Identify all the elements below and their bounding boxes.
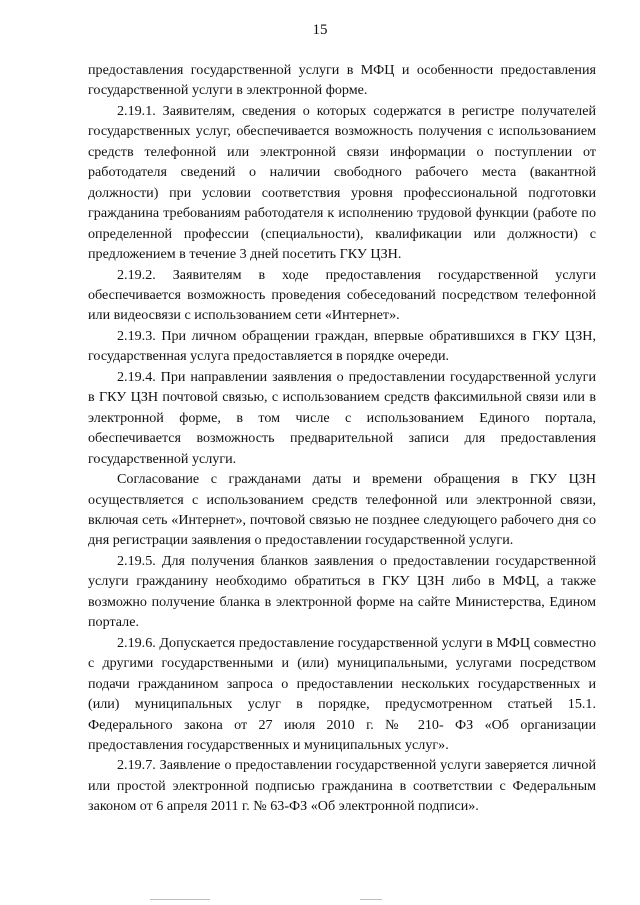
document-body [88, 60, 596, 817]
page-number: 15 [312, 22, 328, 38]
paragraph-2-19-7: 2.19.7. Заявление о предоставлении государственной услуги заверяется личной или простой электронной подписью гражданина в соответствии с Федеральным законом от 6 апреля 2011 г. № 63-ФЗ «Об электронной подписи». [88, 757, 596, 815]
paragraph-2-19-6: 2.19.6. Допускается предоставление государственной услуги в МФЦ совместно с другими государственными и (или) муниципальными, услугами посредством подачи гражданином запроса о предоставлении нескольких государственных и (или) муниципальных услуг в порядке, предусмотренном статьей 15.1. Федерального закона от 27 июля 2010 г. № 210- ФЗ «Об организации предоставления государственных и муниципальных услуг». [88, 634, 596, 753]
paragraph-2-19-3: 2.19.3. При личном обращении граждан, впервые обратившихся в ГКУ ЦЗН, государственная услуга предоставляется в порядке очереди. [88, 327, 596, 365]
paragraph-agreement: Согласование с гражданами даты и времени обращения в ГКУ ЦЗН осуществляется с использованием средств телефонной или электронной связи, включая сеть «Интернет», почтовой связью не позднее следующего рабочего дня со дня регистрации заявления о предоставлении государственной услуги. [88, 471, 596, 549]
paragraph-2-19-5: 2.19.5. Для получения бланков заявления о предоставлении государственной услуги гражданину необходимо обратиться в ГКУ ЦЗН либо в МФЦ, а также возможно получение бланка в электронной форме на сайте Министерства, Едином портале. [88, 552, 596, 631]
paragraph-continuation: предоставления государственной услуги в МФЦ и особенности предоставления государственной услуги в электронной форме. [88, 62, 596, 99]
scan-edge-mark [0, 896, 640, 905]
paragraph-2-19-4: 2.19.4. При направлении заявления о предоставлении государственной услуги в ГКУ ЦЗН почтовой связью, с использованием средств факсимильной связи или в электронной форме, в том числе с использованием Единого портала, обеспечивается возможность предварительной записи для предоставления государственной услуги. [88, 368, 596, 467]
paragraph-2-19-1: 2.19.1. Заявителям, сведения о которых содержатся в регистре получателей государственных услуг, обеспечивается возможность получения с использованием средств телефонной или электронной связи информации о поступлении от работодателя сведений о наличии свободного рабочего места (вакантной должности) при условии соответствия уровня профессиональной подготовки гражданина требованиям работодателя к исполнению трудовой функции (работе по определенной профессии (специальности), квалификации или должности) с предложением в течение 3 дней посетить ГКУ ЦЗН. [88, 102, 596, 263]
paragraph-2-19-2: 2.19.2. Заявителям в ходе предоставления государственной услуги обеспечивается возможность проведения собеседований посредством телефонной или видеосвязи с использованием сети «Интернет». [88, 266, 596, 324]
